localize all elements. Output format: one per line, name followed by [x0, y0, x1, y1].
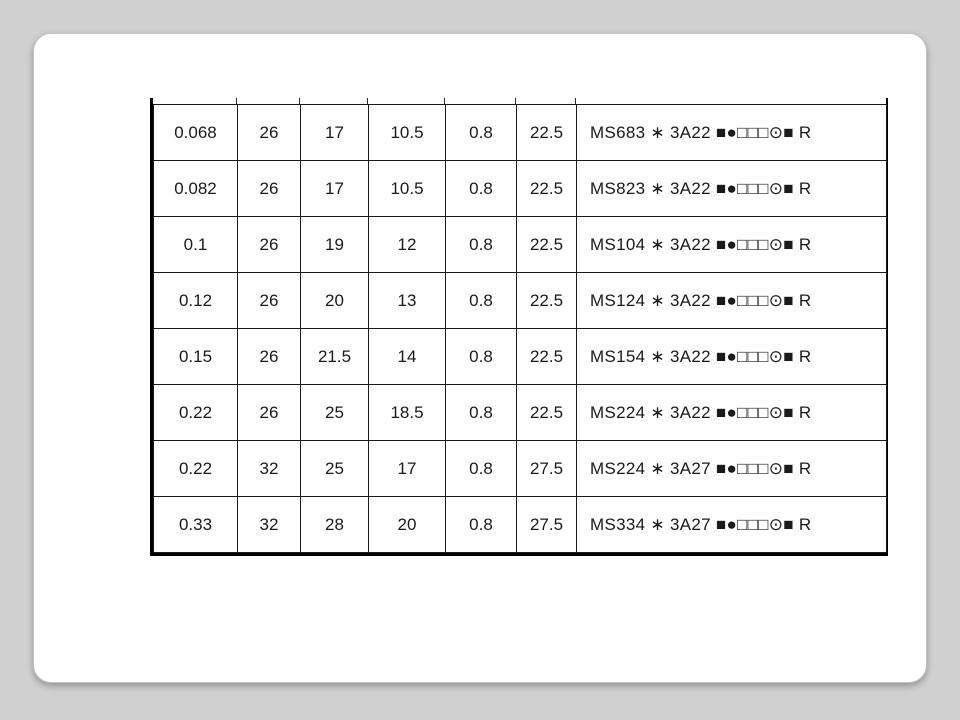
part-number-cell: MS823 ∗ 3A22 ■●□□□⊙■ R: [577, 161, 887, 217]
grid-line-stub: [150, 98, 153, 104]
part-number-cell: MS224 ∗ 3A27 ■●□□□⊙■ R: [577, 441, 887, 497]
table-cell: 12: [369, 217, 446, 273]
part-number-cell: MS334 ∗ 3A27 ■●□□□⊙■ R: [577, 497, 887, 553]
table-cell: 17: [301, 105, 369, 161]
table-cell: 0.8: [446, 161, 517, 217]
table-cell: 27.5: [517, 497, 577, 553]
slide-card: [33, 33, 927, 683]
table-cell: 26: [238, 105, 301, 161]
table-cell: 0.8: [446, 441, 517, 497]
grid-line-stub: [236, 98, 237, 104]
table-cell: 22.5: [517, 273, 577, 329]
table-cell: 0.1: [154, 217, 238, 273]
table-cell: 0.082: [154, 161, 238, 217]
table-cell: 0.15: [154, 329, 238, 385]
table-cell: 26: [238, 329, 301, 385]
grid-line-stub: [515, 98, 516, 104]
spec-table-container: [150, 104, 888, 556]
table-cell: 0.12: [154, 273, 238, 329]
table-cell: 20: [301, 273, 369, 329]
table-cell: 0.8: [446, 273, 517, 329]
table-row: [154, 441, 887, 497]
table-cell: 22.5: [517, 161, 577, 217]
grid-line-stub: [299, 98, 300, 104]
table-cell: 25: [301, 441, 369, 497]
table-row: [154, 217, 887, 273]
table-cell: 17: [301, 161, 369, 217]
table-row: [154, 105, 887, 161]
table-row: [154, 497, 887, 553]
table-cell: 32: [238, 497, 301, 553]
spec-table: [153, 104, 887, 553]
table-cell: 22.5: [517, 217, 577, 273]
table-cell: 27.5: [517, 441, 577, 497]
table-cell: 14: [369, 329, 446, 385]
grid-line-stub: [886, 98, 888, 104]
table-cell: 18.5: [369, 385, 446, 441]
table-cell: 0.8: [446, 497, 517, 553]
table-cell: 17: [369, 441, 446, 497]
table-cell: 0.8: [446, 105, 517, 161]
part-number-cell: MS124 ∗ 3A22 ■●□□□⊙■ R: [577, 273, 887, 329]
table-row: [154, 161, 887, 217]
table-cell: 22.5: [517, 105, 577, 161]
table-row: [154, 329, 887, 385]
part-number-cell: MS224 ∗ 3A22 ■●□□□⊙■ R: [577, 385, 887, 441]
table-cell: 26: [238, 217, 301, 273]
table-cell: 22.5: [517, 385, 577, 441]
table-row: [154, 385, 887, 441]
table-cell: 19: [301, 217, 369, 273]
table-cell: 28: [301, 497, 369, 553]
table-cell: 0.8: [446, 385, 517, 441]
table-cell: 21.5: [301, 329, 369, 385]
table-cell: 26: [238, 385, 301, 441]
table-cell: 25: [301, 385, 369, 441]
table-cell: 0.33: [154, 497, 238, 553]
table-cell: 20: [369, 497, 446, 553]
table-cell: 0.8: [446, 217, 517, 273]
table-cell: 32: [238, 441, 301, 497]
table-cell: 0.22: [154, 441, 238, 497]
part-number-cell: MS154 ∗ 3A22 ■●□□□⊙■ R: [577, 329, 887, 385]
table-cell: 0.068: [154, 105, 238, 161]
table-cell: 10.5: [369, 161, 446, 217]
grid-line-stub: [367, 98, 368, 104]
part-number-cell: MS104 ∗ 3A22 ■●□□□⊙■ R: [577, 217, 887, 273]
table-cell: 26: [238, 161, 301, 217]
table-cell: 22.5: [517, 329, 577, 385]
part-number-cell: MS683 ∗ 3A22 ■●□□□⊙■ R: [577, 105, 887, 161]
grid-line-stub: [575, 98, 576, 104]
table-cell: 26: [238, 273, 301, 329]
table-cell: 0.22: [154, 385, 238, 441]
table-cell: 10.5: [369, 105, 446, 161]
table-row: [154, 273, 887, 329]
table-cell: 13: [369, 273, 446, 329]
table-cell: 0.8: [446, 329, 517, 385]
grid-line-stub: [444, 98, 445, 104]
